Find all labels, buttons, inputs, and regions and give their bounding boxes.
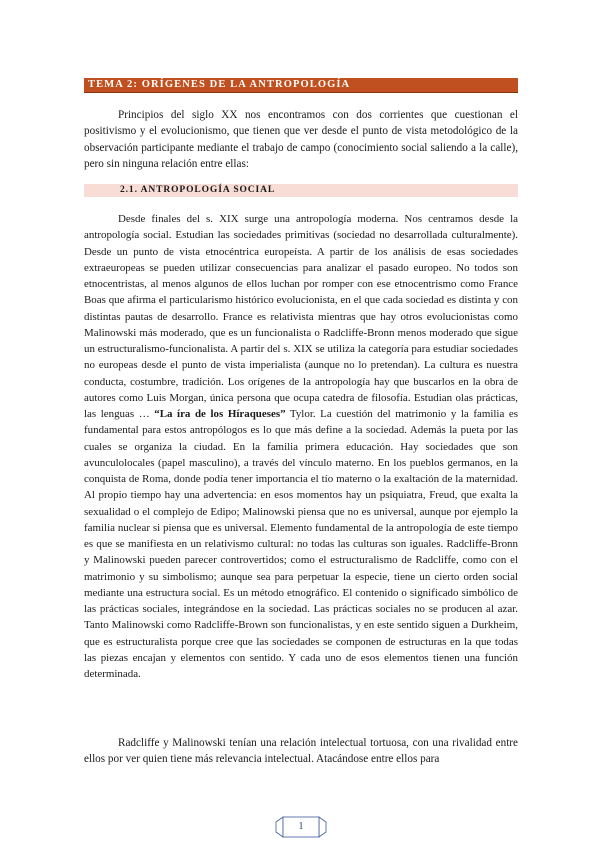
section-heading: 2.1. ANTROPOLOGÍA SOCIAL: [120, 185, 276, 195]
page-number: 1: [298, 821, 304, 832]
chapter-heading-bar: [84, 78, 518, 93]
page-number-footer: [275, 814, 327, 840]
body-paragraph: [84, 211, 518, 682]
closing-paragraph: Radcliffe y Malinowski tenían una relación intelectual tortuosa, con una rivalidad entre ellos por ver quien tiene más relevancia intelectual. Atacándose entre ellos para: [84, 737, 518, 766]
body-bold-title: “La íra de los Híraqueses”: [154, 408, 286, 420]
body-text-part2: Tylor. La cuestión del matrimonio y la familia es fundamental para estos antropólogos es lo que más define a la sociedad. Además la pueta por las cuales se organiza la ciudad. En la familia primera educación. Hay sociedades que son avunculolocales (papel masculino), a través del vínculo materno. En los pueblos germanos, en la conquista de Roma, donde podía tener importancia el tío materno o la exaltación de la maternidad. Al propio tiempo hay una advertencia: en esos momentos hay un psiquiatra, Freud, que exalta la sexualidad o el complejo de Edipo; Malinowski piensa que no es universal, aunque por ejemplo la familia nuclear si piensa que es universal. Elemento fundamental de la antropología de este tiempo es que se manifiesta en un relativismo cultural: no todas las culturas son iguales. Radcliffe-Bronn y Malinowski pueden parecer controvertidos; como el estructuralismo de Radcliffe, como con el matrimonio y su simbolismo; aunque sea para perpetuar la especie, tiene un cierto orden social mediante una estructura social. Es un método etnográfico. El contenido o significado simbólico de las prácticas sociales, integrándose en la sociedad. Las prácticas sociales no se producen al azar. Tanto Malinowski como Radcliffe-Brown son funcionalistas, y en este sentido siguen a Durkheim, que es estructuralista porque cree que las sociedades se componen de estructuras en la que todas las piezas encajan y elementos con sentido. Y cada uno de esos elementos tienen una función determinada.: [84, 408, 518, 680]
body-text-part1: Desde finales del s. XIX surge una antropología moderna. Nos centramos desde la antropología social. Estudian las sociedades primitivas (sociedad no desarrollada culturalmente). Desde un punto de vista etnocéntrica europeísta. A partir de los análisis de esas sociedades extraeuropeas se pueden utilizar consecuencias para analizar el pasado europeo. No todos son etnocentristas, al menos algunos de ellos luchan por romper con ese etnocentrismo como France Boas que afirma el particularismo histórico evolucionista, en el que cada sociedad es distinta y con distintas pautas de desarrollo. France es relativista mientras que hay otros evolucionistas como Malinowski más moderado, que es un funcionalista o Radcliffe-Bronn menos moderado que sigue un estructuralismo-funcionalista. A partir del s. XIX se utiliza la categoría para estudiar sociedades no europeas desde el punto de vista imperialista (aunque no lo pretendan). La cultura es nuestra conducta, costumbre, tradición. Los orígenes de la antropología hay que buscarlos en la obra de autores como Luis Morgan, única persona que ocupa catedra de filosofía. Estudian olas prácticas, las lenguas …: [84, 213, 518, 420]
chapter-heading: TEMA 2: ORÍGENES DE LA ANTROPOLOGÍA: [88, 79, 351, 90]
section-heading-bar: [84, 184, 518, 197]
intro-paragraph: Principios del siglo XX nos encontramos con dos corrientes que cuestionan el positivismo y el evolucionismo, que tienen que ver desde el punto de vista metodológico de la observación participante mediante el trabajo de campo (conocimiento social saliendo a la calle), pero sin ninguna relación entre ellas:: [84, 109, 518, 170]
